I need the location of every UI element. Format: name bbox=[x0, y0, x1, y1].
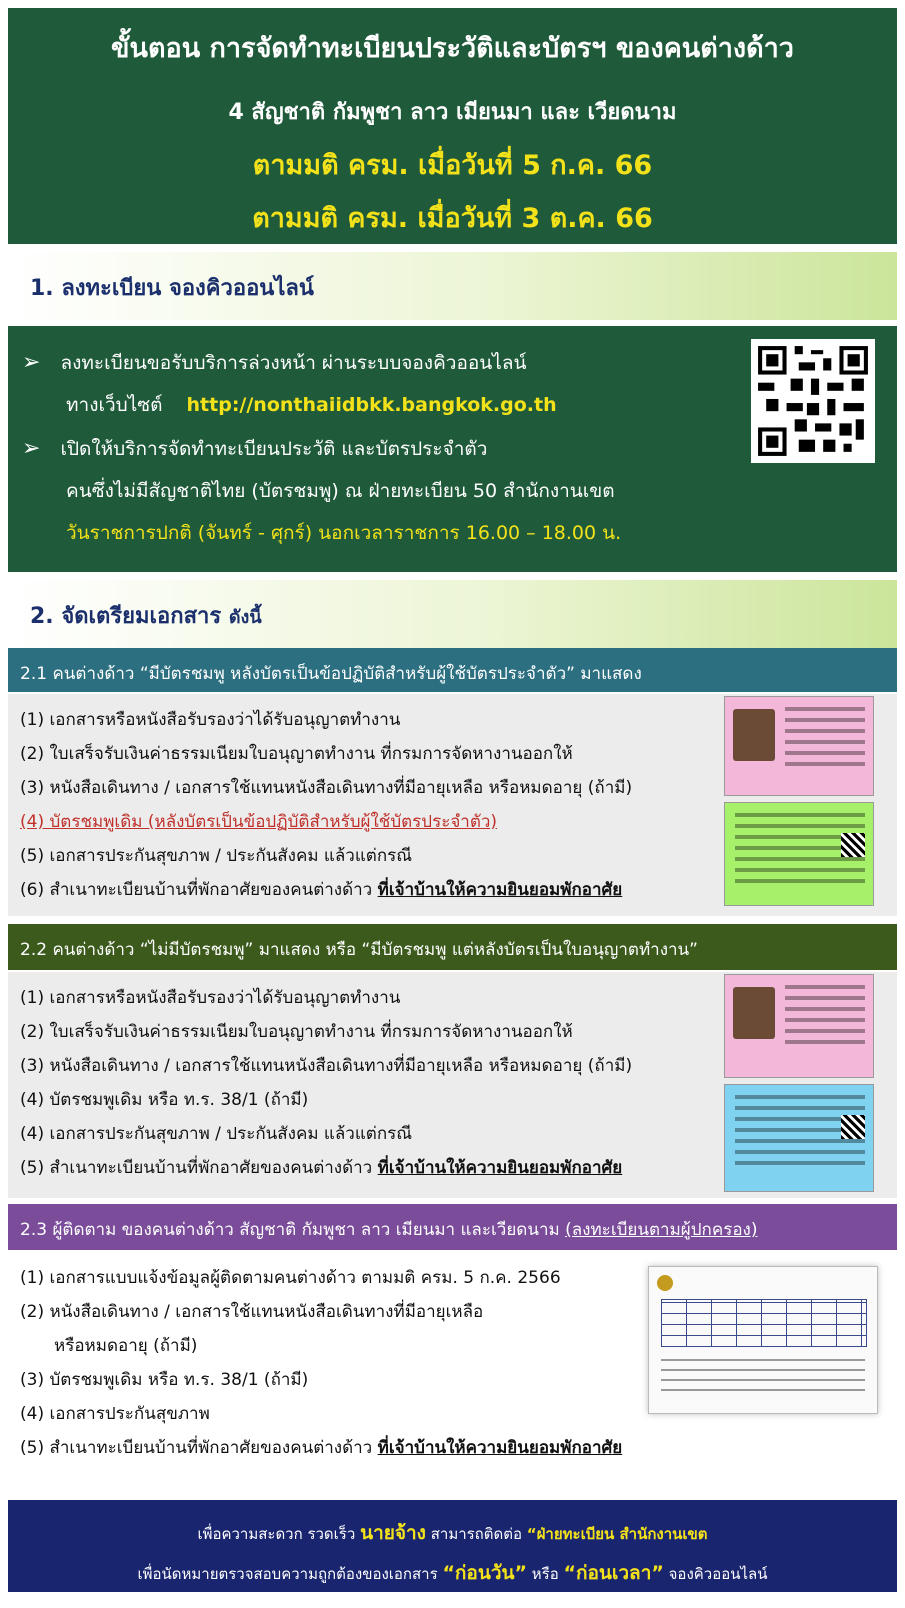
pink-card-back-image bbox=[724, 802, 874, 906]
section1-line2: ทางเว็บไซต์ http://nonthaiidbkk.bangkok.go.th bbox=[66, 394, 557, 416]
section1-line1: ➢ ลงทะเบียนขอรับบริการล่วงหน้า ผ่านระบบจองคิวออนไลน์ bbox=[22, 350, 527, 375]
list-item: (4) บัตรชมพูเดิม (หลังบัตรเป็นข้อปฏิบัติสำหรับผู้ใช้บัตรประจำตัว) bbox=[20, 812, 498, 832]
subsection-2-2-list bbox=[8, 972, 897, 1198]
section1-body bbox=[8, 326, 897, 572]
list-item: (1) เอกสารหรือหนังสือรับรองว่าได้รับอนุญาตทำงาน bbox=[20, 710, 401, 730]
list-item: (2) ใบเสร็จรับเงินค่าธรรมเนียมใบอนุญาตทำงาน ที่กรมการจัดหางานออกให้ bbox=[20, 744, 573, 764]
subsection-2-1-header: 2.1 คนต่างด้าว “มีบัตรชมพู หลังบัตรเป็นข้อปฏิบัติสำหรับผู้ใช้บัตรประจำตัว” มาแสดง bbox=[8, 648, 897, 692]
subsection-2-3-header: 2.3 ผู้ติดตาม ของคนต่างด้าว สัญชาติ กัมพูชา ลาว เมียนมา และเวียดนาม (ลงทะเบียนตามผู้ปกครอง) bbox=[8, 1204, 897, 1250]
qr-code-icon[interactable] bbox=[751, 339, 875, 463]
booking-url-link[interactable]: http://nonthaiidbkk.bangkok.go.th bbox=[186, 394, 557, 416]
section1-line3: ➢ เปิดให้บริการจัดทำทะเบียนประวัติ และบัตรประจำตัว bbox=[22, 436, 488, 461]
resolution-date-1: ตามมติ ครม. เมื่อวันที่ 5 ก.ค. 66 bbox=[252, 150, 653, 181]
government-seal-icon bbox=[657, 1275, 673, 1291]
section1-title: 1. ลงทะเบียน จองคิวออนไลน์ bbox=[30, 276, 314, 301]
footer-banner bbox=[8, 1500, 897, 1592]
dependent-form-image bbox=[648, 1266, 878, 1414]
section1-line5: วันราชการปกติ (จันทร์ - ศุกร์) นอกเวลาราชการ 16.00 – 18.00 น. bbox=[66, 522, 622, 544]
list-item: (4) เอกสารประกันสุขภาพ / ประกันสังคม แล้วแต่กรณี bbox=[20, 1124, 413, 1144]
list-item: (1) เอกสารแบบแจ้งข้อมูลผู้ติดตามคนต่างด้าว ตามมติ ครม. 5 ก.ค. 2566 bbox=[20, 1268, 561, 1288]
qr-code-icon bbox=[841, 1115, 865, 1139]
person-photo-icon bbox=[733, 709, 775, 761]
list-item: (2) ใบเสร็จรับเงินค่าธรรมเนียมใบอนุญาตทำงาน ที่กรมการจัดหางานออกให้ bbox=[20, 1022, 573, 1042]
arrow-bullet-icon: ➢ bbox=[22, 350, 41, 375]
header-banner bbox=[8, 8, 897, 244]
list-item: (4) เอกสารประกันสุขภาพ bbox=[20, 1404, 210, 1424]
page-title: ขั้นตอน การจัดทำทะเบียนประวัติและบัตรฯ ของคนต่างด้าว bbox=[111, 33, 794, 64]
arrow-bullet-icon: ➢ bbox=[22, 436, 41, 461]
qr-code-icon bbox=[841, 833, 865, 857]
page-subtitle: 4 สัญชาติ กัมพูชา ลาว เมียนมา และ เวียดนาม bbox=[228, 100, 677, 125]
subsection-2-2-header: 2.2 คนต่างด้าว “ไม่มีบัตรชมพู” มาแสดง หรือ “มีบัตรชมพู แต่หลังบัตรเป็นใบอนุญาตทำงาน” bbox=[8, 924, 897, 970]
list-item: (3) หนังสือเดินทาง / เอกสารใช้แทนหนังสือเดินทางที่มีอายุเหลือ หรือหมดอายุ (ถ้ามี) bbox=[20, 1056, 633, 1076]
section1-line4: คนซึ่งไม่มีสัญชาติไทย (บัตรชมพู) ณ ฝ่ายทะเบียน 50 สำนักงานเขต bbox=[66, 480, 615, 502]
work-permit-back-image bbox=[724, 1084, 874, 1192]
list-item: (5) สำเนาทะเบียนบ้านที่พักอาศัยของคนต่างด้าว ที่เจ้าบ้านให้ความยินยอมพักอาศัย bbox=[20, 1158, 623, 1178]
person-photo-icon bbox=[733, 987, 775, 1039]
subsection-2-3-list bbox=[8, 1252, 897, 1488]
resolution-date-2: ตามมติ ครม. เมื่อวันที่ 3 ต.ค. 66 bbox=[252, 203, 653, 234]
list-item: (3) บัตรชมพูเดิม หรือ ท.ร. 38/1 (ถ้ามี) bbox=[20, 1370, 309, 1390]
section2-title: 2. จัดเตรียมเอกสาร ดังนี้ bbox=[30, 604, 262, 629]
pink-card-front-image bbox=[724, 696, 874, 796]
section2-header bbox=[8, 580, 897, 648]
list-item: (2) หนังสือเดินทาง / เอกสารใช้แทนหนังสือเดินทางที่มีอายุเหลือ bbox=[20, 1302, 484, 1322]
list-item: (5) สำเนาทะเบียนบ้านที่พักอาศัยของคนต่างด้าว ที่เจ้าบ้านให้ความยินยอมพักอาศัย bbox=[20, 1438, 623, 1458]
footer-line2: เพื่อนัดหมายตรวจสอบความถูกต้องของเอกสาร “ก่อนวัน” หรือ “ก่อนเวลา” จองคิวออนไลน์ bbox=[137, 1562, 768, 1584]
footer-line1: เพื่อความสะดวก รวดเร็ว นายจ้าง สามารถติดต่อ “ฝ่ายทะเบียน สำนักงานเขต bbox=[197, 1522, 708, 1544]
subsection-2-1-list bbox=[8, 694, 897, 916]
infographic-page bbox=[8, 8, 897, 1592]
list-item: (6) สำเนาทะเบียนบ้านที่พักอาศัยของคนต่างด้าว ที่เจ้าบ้านให้ความยินยอมพักอาศัย bbox=[20, 880, 623, 900]
list-item: (4) บัตรชมพูเดิม หรือ ท.ร. 38/1 (ถ้ามี) bbox=[20, 1090, 309, 1110]
list-item: (3) หนังสือเดินทาง / เอกสารใช้แทนหนังสือเดินทางที่มีอายุเหลือ หรือหมดอายุ (ถ้ามี) bbox=[20, 778, 633, 798]
list-item: (1) เอกสารหรือหนังสือรับรองว่าได้รับอนุญาตทำงาน bbox=[20, 988, 401, 1008]
section1-header bbox=[8, 252, 897, 320]
pink-card-front-image bbox=[724, 974, 874, 1078]
list-item: (5) เอกสารประกันสุขภาพ / ประกันสังคม แล้วแต่กรณี bbox=[20, 846, 413, 866]
list-item-continued: หรือหมดอายุ (ถ้ามี) bbox=[54, 1336, 198, 1356]
